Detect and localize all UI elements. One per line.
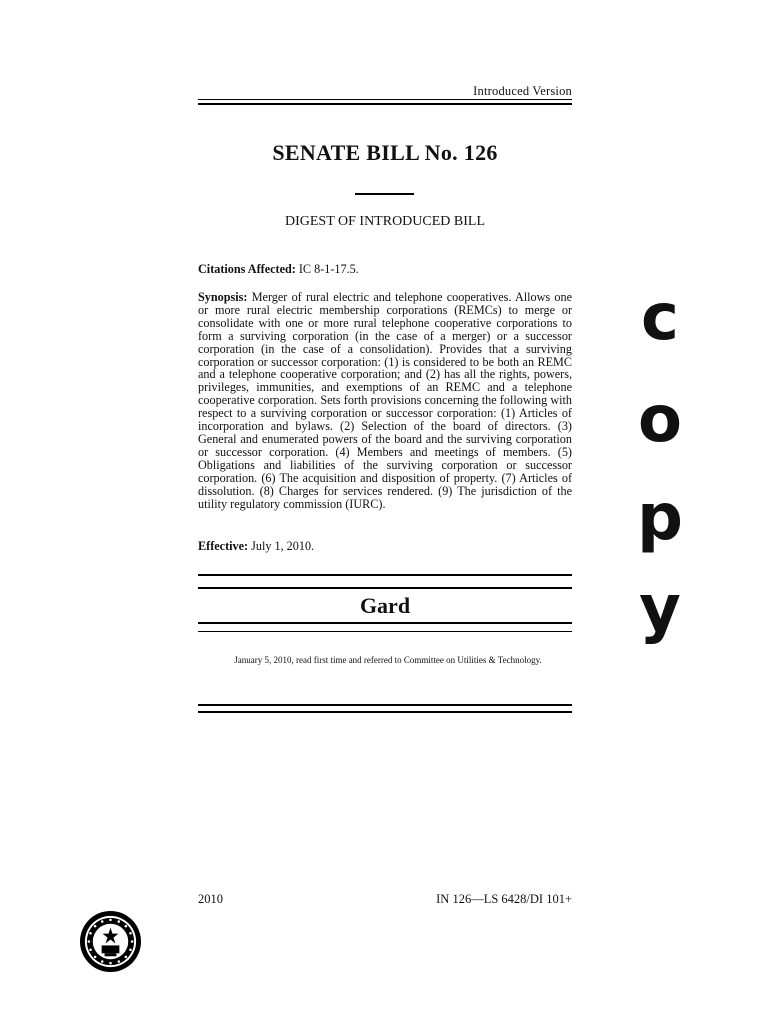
copy-watermark-c: c: [641, 281, 679, 355]
sponsor-rule-bottom-1: [198, 622, 572, 624]
effective-value: July 1, 2010.: [251, 539, 315, 553]
referral-note: January 5, 2010, read first time and referred to Committee on Utilities & Technology.: [234, 655, 542, 665]
header-rule-thin: [198, 99, 572, 100]
effective-label: Effective:: [198, 539, 249, 553]
citations-value: IC 8-1-17.5.: [298, 262, 359, 276]
title-divider: [355, 193, 414, 195]
bill-title: SENATE BILL No. 126: [272, 140, 498, 165]
sponsor-name: Gard: [359, 593, 411, 618]
synopsis: [198, 291, 572, 510]
copy-watermark-p: p: [637, 481, 683, 555]
copy-watermark-o: o: [638, 383, 682, 457]
copy-watermark-y: y: [639, 572, 681, 646]
footer-bill-id: IN 126—LS 6428/DI 101+: [436, 892, 572, 906]
version-label: Introduced Version: [473, 84, 572, 98]
digest-heading: DIGEST OF INTRODUCED BILL: [284, 214, 485, 229]
citations-affected: [198, 263, 572, 276]
sponsor-rule-bottom-2: [198, 631, 572, 632]
synopsis-label: Synopsis:: [198, 290, 248, 304]
bottom-rule-1: [198, 704, 572, 706]
effective-date: [198, 540, 572, 553]
header-rule-thick: [198, 103, 572, 105]
citations-label: Citations Affected:: [198, 262, 296, 276]
sponsor-rule-top-2: [198, 587, 572, 589]
state-seal-icon: [79, 910, 142, 973]
footer-year: 2010: [198, 892, 223, 906]
synopsis-text: Merger of rural electric and telephone cooperatives. Allows one or more rural electric membership corporations (REMCs) to merge or consolidate with one or more rural telephone cooperative corporations to form a surviving corporation (in the case of a merger) or a successor corporation (in the case of a consolidation). Provides that a surviving corporation or successor corporation: (1) is considered to be both an REMC and a telephone cooperative corporation; and (2) has all the rights, powers, privileges, immunities, and exemptions of an REMC and a telephone cooperative corporation. Sets forth provisions concerning the following with respect to a surviving corporation or successor corporation: (1) Articles of incorporation and bylaws. (2) Selection of the board of directors. (3) General and enumerated powers of the board and the surviving corporation or successor corporation. (4) Members and meetings of members. (5) Obligations and liabilities of the surviving corporation or successor corporation. (6) The acquisition and disposition of property. (7) Articles of dissolution. (8) Charges for services rendered. (9) The jurisdiction of the utility regulatory commission (IURC).: [198, 290, 573, 511]
sponsor-rule-top-1: [198, 574, 572, 576]
bottom-rule-2: [198, 711, 572, 713]
